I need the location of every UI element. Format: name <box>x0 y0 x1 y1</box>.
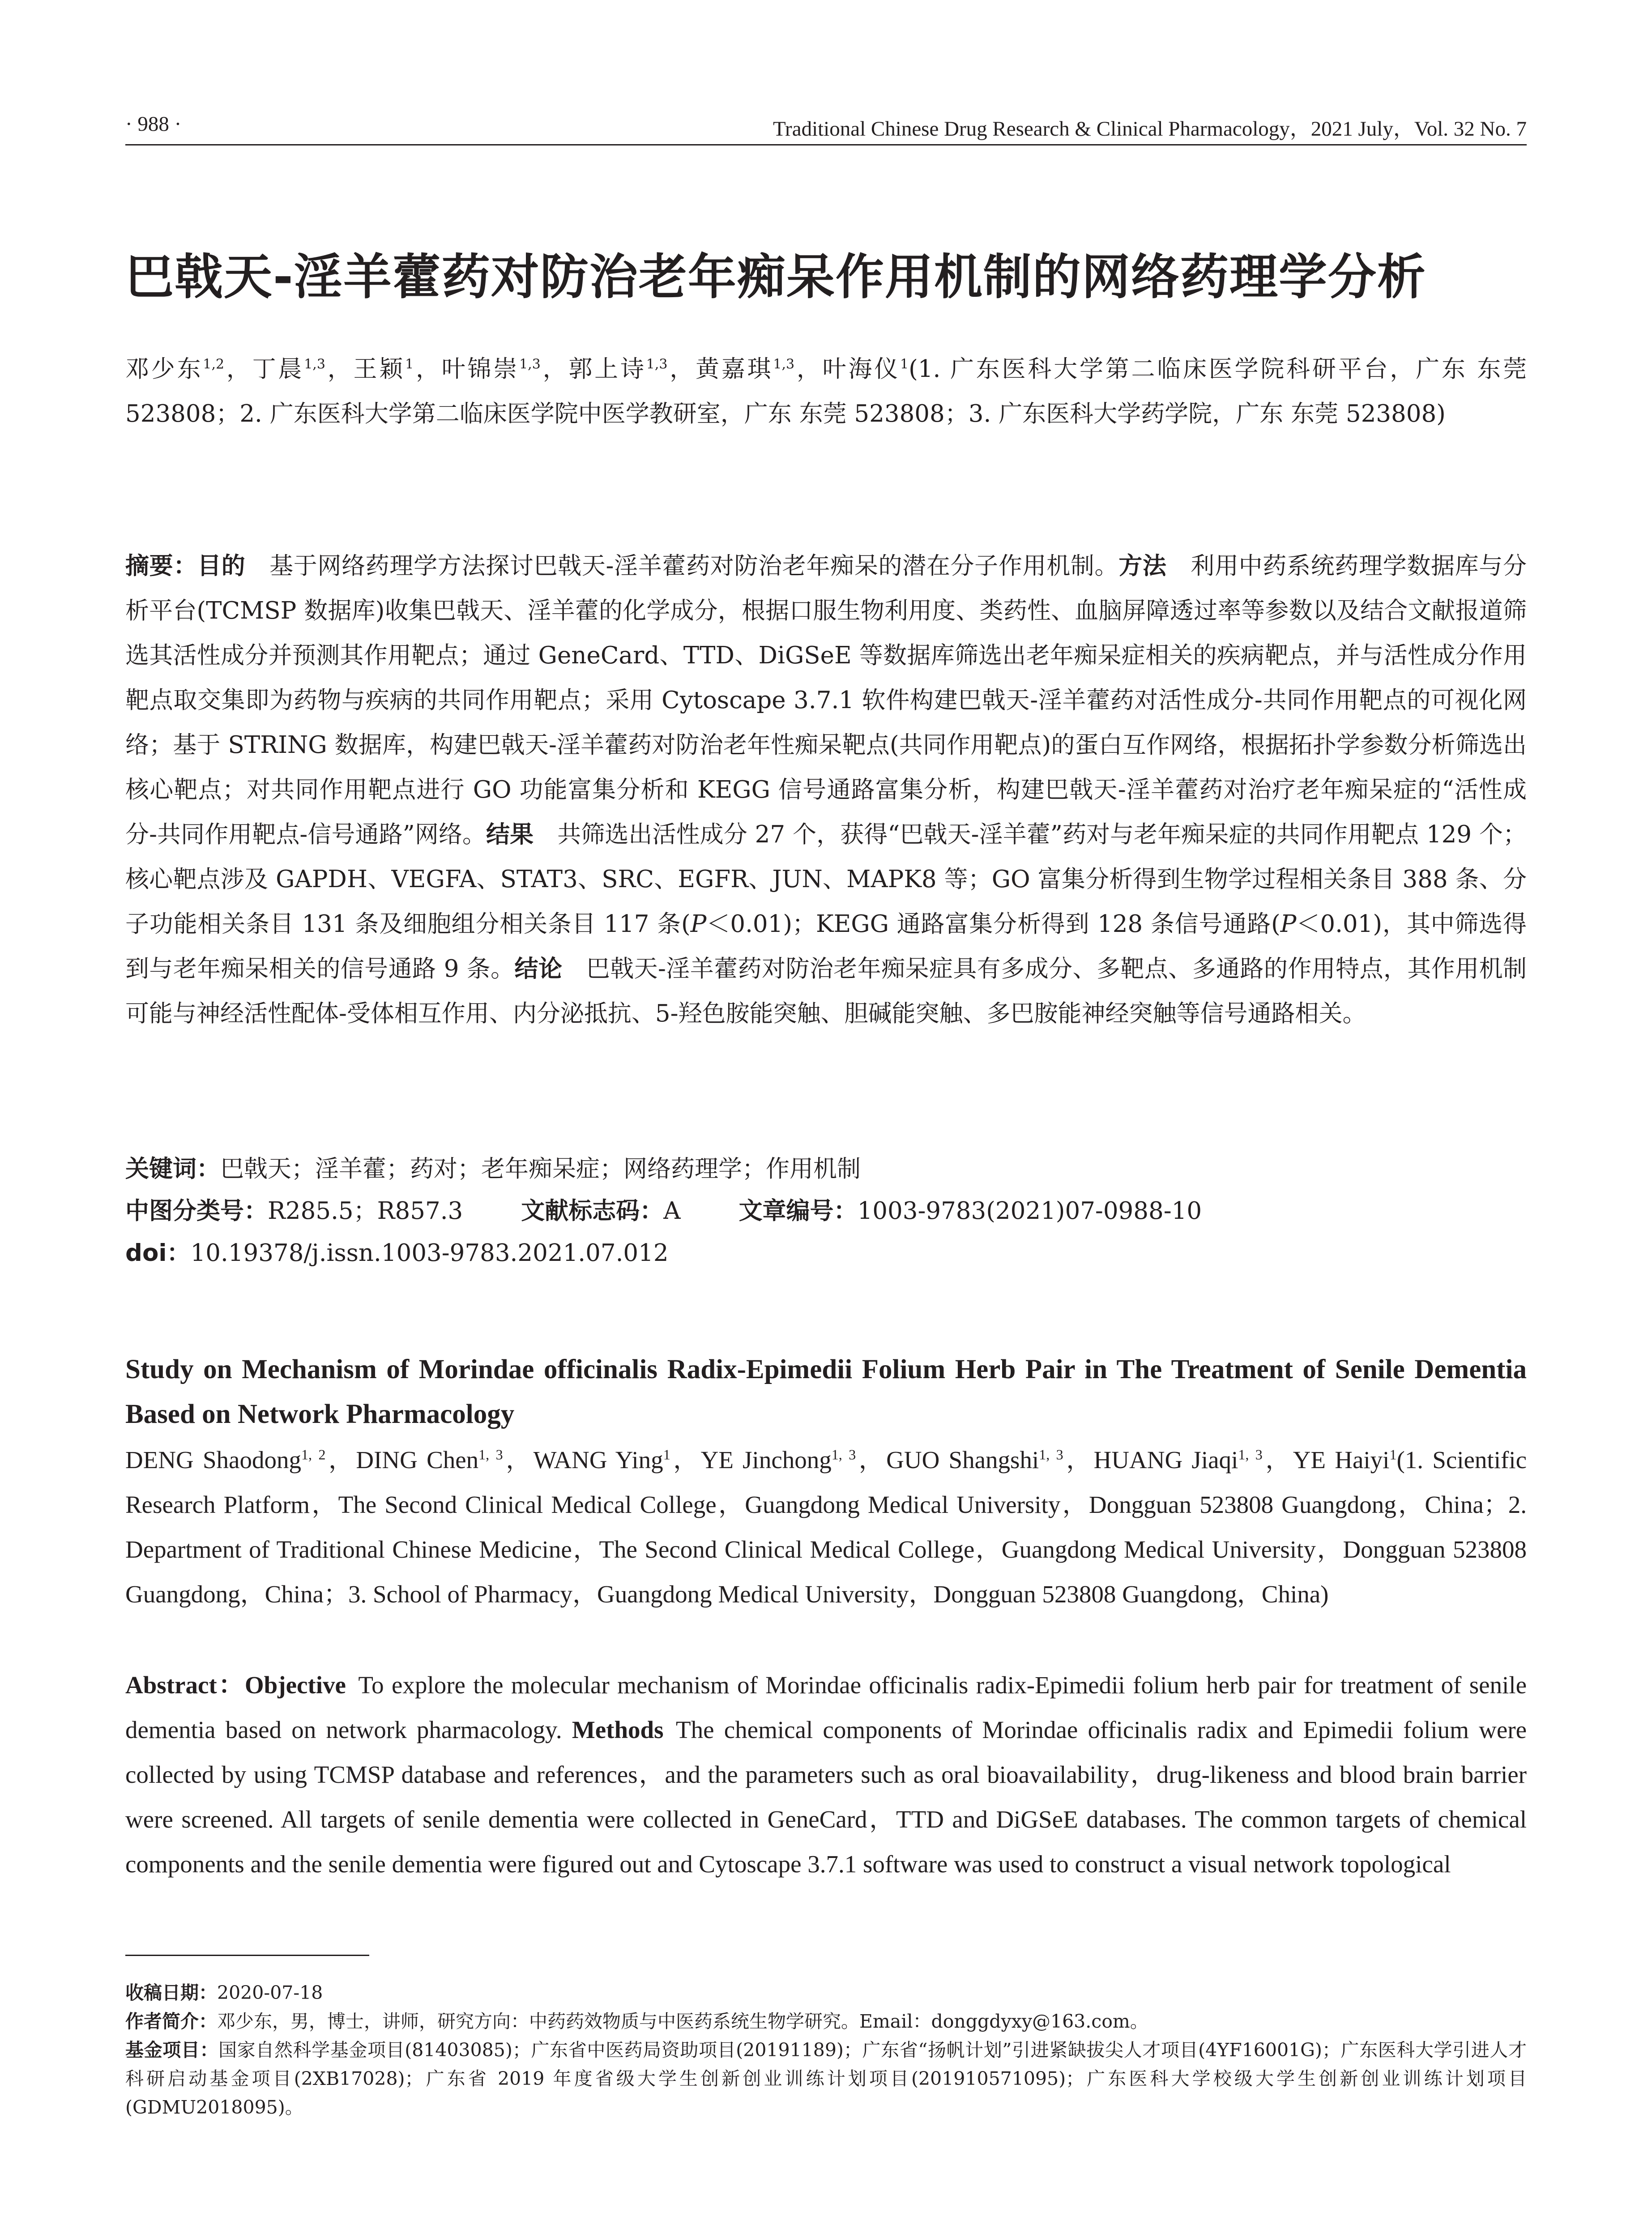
footnote-rule <box>125 1955 369 1956</box>
header-rule <box>125 144 1527 145</box>
running-header <box>125 112 1527 148</box>
author-bio-text: 邓少东，男，博士，讲师，研究方向：中药药效物质与中医药系统生物学研究。Email：donggdyxy@163.com。 <box>217 2011 1148 2032</box>
chinese-title: 巴戟天-淫羊藿药对防治老年痴呆作用机制的网络药理学分析 <box>125 249 1426 305</box>
en-objective-label: Objective <box>244 1671 346 1699</box>
english-authors: DENG Shaodong$^{1, 2}$，DING Chen$^{1, 3}$，WANG Ying$^1$，YE Jinchong$^{1, 3}$，GUO Shangshi$^{1, 3}$，HUANG Jiaqi$^{1, 3}$，YE Haiyi$^1$(1. Scientific Research Platform，The Second Clinical Medical College，Guangdong Medical University，Dongguan 523808 Guangdong，China；2. Department of Traditional Chinese Medicine，The Second Clinical Medical College，Guangdong Medical University，Dongguan 523808 Guangdong，China；3. School of Pharmacy，Guangdong Medical University，Dongguan 523808 Guangdong，China) <box>125 1446 1527 1608</box>
received-label: 收稿日期： <box>125 1982 217 2003</box>
en-abstract-label: Abstract： <box>125 1671 245 1699</box>
clc-label: 中图分类号： <box>125 1197 268 1225</box>
chinese-abstract <box>125 544 1527 1036</box>
abstract-label: 摘要： <box>125 552 198 580</box>
doc-code-value: A <box>663 1197 681 1225</box>
en-methods-label: Methods <box>572 1716 664 1743</box>
article-no-value: 1003-9783(2021)07-0988-10 <box>857 1197 1202 1225</box>
classification-line <box>125 1190 1527 1232</box>
author-bio <box>125 2007 1527 2036</box>
methods-label: 方法 <box>1118 552 1167 580</box>
received-date <box>125 1978 1527 2007</box>
clc-value: R285.5；R857.3 <box>268 1197 463 1225</box>
keywords-line <box>125 1148 1527 1190</box>
en-methods-text: The chemical components of Morindae officinalis radix and Epimedii folium were collected by using TCMSP database and references，and the parameters such as oral bioavailability，drug-likeness and blood brain barrier were screened. All targets of senile dementia were collected in GeneCard，TTD and DiGSeE databases. The common targets of chemical components and the senile dementia were figured out and Cytoscape 3.7.1 software was used to construct a visual network topological <box>125 1716 1527 1878</box>
objective-text: 基于网络药理学方法探讨巴戟天-淫羊藿药对防治老年痴呆的潜在分子作用机制。 <box>269 552 1119 580</box>
chinese-authors: 邓少东$^{1,2}$，丁晨$^{1,3}$，王颖$^1$，叶锦崇$^{1,3}$，郭上诗$^{1,3}$，黄嘉琪$^{1,3}$，叶海仪$^1$(1. 广东医科大学第二临床医学院科研平台，广东 东莞 523808；2. 广东医科大学第二临床医学院中医学教研室，广东 东莞 523808；3. 广东医科大学药学院，广东 东莞 523808) <box>125 355 1527 427</box>
doi-label: doi： <box>125 1239 191 1267</box>
author-bio-label: 作者简介： <box>125 2011 217 2032</box>
keywords-text: 巴戟天；淫羊藿；药对；老年痴呆症；网络药理学；作用机制 <box>220 1155 861 1183</box>
received-value: 2020-07-18 <box>217 1982 323 2003</box>
doc-code-label: 文献标志码： <box>521 1197 664 1225</box>
methods-text: 利用中药系统药理学数据库与分析平台(TCMSP 数据库)收集巴戟天、淫羊藿的化学成分，根据口服生物利用度、类药性、血脑屏障透过率等参数以及结合文献报道筛选其活性成分并预测其作用靶点；通过 GeneCard、TTD、DiGSeE 等数据库筛选出老年痴呆症相关的疾病靶点，并与活性成分作用靶点取交集即为药物与疾病的共同作用靶点；采用 Cytoscape 3.7.1 软件构建巴戟天-淫羊藿药对活性成分-共同作用靶点的可视化网络；基于 STRING 数据库，构建巴戟天-淫羊藿药对防治老年性痴呆靶点(共同作用靶点)的蛋白互作网络，根据拓扑学参数分析筛选出核心靶点；对共同作用靶点进行 GO 功能富集分析和 KEGG 信号通路富集分析，构建巴戟天-淫羊藿药对治疗老年痴呆症的“活性成分-共同作用靶点-信号通路”网络。 <box>125 552 1527 848</box>
funding-text: 国家自然科学基金项目(81403085)；广东省中医药局资助项目(20191189)；广东省“扬帆计划”引进紧缺拔尖人才项目(4YF16001G)；广东医科大学引进人才科研启动基金项目(2XB17028)；广东省 2019 年度省级大学生创新创业训练计划项目(201910571095)；广东医科大学校级大学生创新创业训练计划项目(GDMU2018095)。 <box>125 2039 1527 2118</box>
article-no-label: 文章编号： <box>738 1197 858 1225</box>
page-number: · 988 · <box>125 112 182 136</box>
conclusion-label: 结论 <box>514 955 563 982</box>
keywords-label: 关键词： <box>125 1155 220 1183</box>
objective-label: 目的 <box>197 552 246 580</box>
funding <box>125 2036 1527 2122</box>
conclusion-text: 巴戟天-淫羊藿药对防治老年痴呆症具有多成分、多靶点、多通路的作用特点，其作用机制可能与神经活性配体-受体相互作用、内分泌抵抗、5-羟色胺能突触、胆碱能突触、多巴胺能神经突触等信号通路相关。 <box>125 955 1527 1027</box>
doi-value: 10.19378/j.issn.1003-9783.2021.07.012 <box>190 1239 669 1267</box>
results-label: 结果 <box>486 821 534 848</box>
doi-line <box>125 1232 1527 1274</box>
english-title: Study on Mechanism of Morindae officinalis Radix-Epimedii Folium Herb Pair in The Treatment of Senile Dementia Based on Network Pharmacology <box>125 1354 1527 1429</box>
footnotes <box>125 1978 1527 2122</box>
journal-info: Traditional Chinese Drug Research & Clinical Pharmacology，2021 July，Vol. 32 No. 7 <box>773 117 1527 141</box>
english-abstract <box>125 1663 1527 1887</box>
results-text: 共筛选出活性成分 27 个，获得“巴戟天-淫羊藿”药对与老年痴呆症的共同作用靶点 129 个；核心靶点涉及 GAPDH、VEGFA、STAT3、SRC、EGFR、JUN、MAPK8 等；GO 富集分析得到生物学过程相关条目 388 条、分子功能相关条目 131 条及细胞组分相关条目 117 条(P＜0.01)；KEGG 通路富集分析得到 128 条信号通路(P＜0.01)，其中筛选得到与老年痴呆相关的信号通路 9 条。 <box>125 821 1527 982</box>
en-objective-text: To explore the molecular mechanism of Morindae officinalis radix-Epimedii folium herb pair for treatment of senile dementia based on network pharmacology. <box>125 1671 1527 1743</box>
funding-label: 基金项目： <box>125 2039 219 2061</box>
